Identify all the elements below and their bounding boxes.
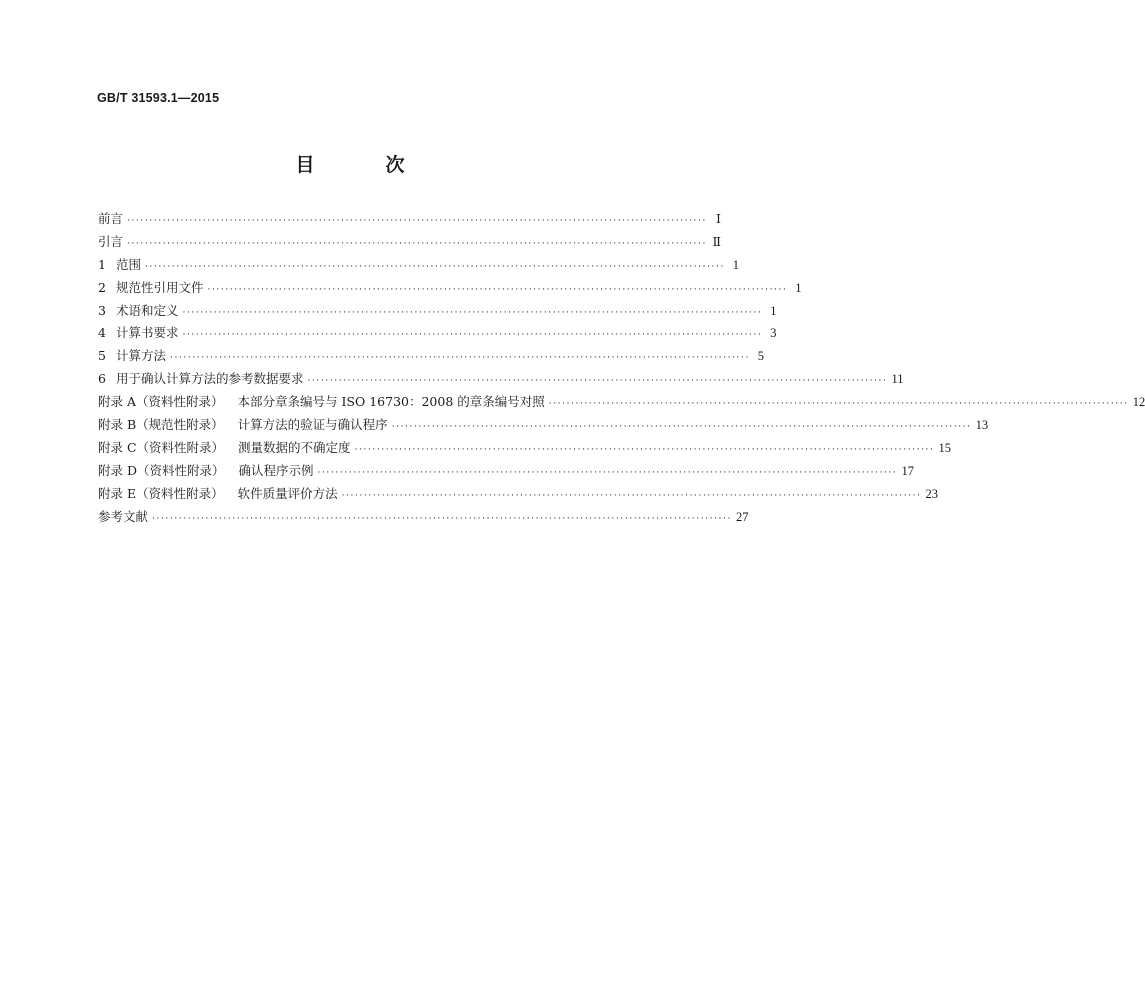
- toc-entry-annex-a[interactable]: [98, 391, 1145, 414]
- leader-dots: ··································································································································: [548, 399, 1129, 410]
- toc-entry-page: 17: [901, 463, 914, 478]
- toc-annex-prefix: 附录 D（资料性附录）: [98, 462, 225, 478]
- toc-entry-annex-b[interactable]: [98, 414, 989, 437]
- toc-entry-5[interactable]: [98, 345, 764, 368]
- toc-entry-label: 前言: [98, 211, 124, 226]
- leader-dots: ··································································································································: [127, 238, 707, 249]
- toc-entry-label: 计算方法: [116, 348, 167, 364]
- toc-entry-label: 用于确认计算方法的参考数据要求: [116, 371, 304, 387]
- toc-entry-page: 13: [975, 418, 989, 433]
- toc-entry-number: 5: [98, 348, 106, 364]
- toc-entry-page: 27: [735, 509, 749, 524]
- leader-dots: ··································································································································: [182, 307, 763, 318]
- toc-entry-4[interactable]: [98, 322, 777, 345]
- toc-entry-page: Ⅰ: [715, 212, 721, 226]
- toc-entry-label: 引言: [98, 233, 124, 249]
- toc-entry-annex-c[interactable]: [98, 437, 951, 460]
- toc-entry-3[interactable]: [98, 300, 777, 323]
- toc-entry-label: 计算方法的验证与确认程序: [237, 417, 388, 433]
- toc-entry-number: 6: [98, 371, 106, 387]
- toc-entry-annex-e[interactable]: [98, 483, 939, 506]
- toc-entry-2[interactable]: [98, 277, 802, 300]
- leader-dots: ··································································································································: [317, 467, 898, 478]
- toc-entry-label: 软件质量评价方法: [237, 485, 338, 501]
- toc-annex-prefix: 附录 B（规范性附录）: [98, 417, 224, 433]
- toc-entry-number: 1: [98, 256, 106, 272]
- toc-entry-page: 1: [770, 303, 777, 318]
- toc-entry-page: 5: [757, 349, 764, 364]
- toc-entry-number: 4: [98, 325, 106, 341]
- toc-annex-prefix: 附录 A（资料性附录）: [98, 394, 224, 410]
- toc-entry-label: 本部分章条编号与 ISO 16730：2008 的章条编号对照: [237, 394, 545, 410]
- toc-entry-label: 参考文献: [98, 508, 149, 524]
- toc-entry-page: 23: [925, 486, 939, 501]
- leader-dots: ··································································································································: [145, 261, 725, 272]
- toc-entry-introduction[interactable]: [98, 231, 721, 254]
- toc-entry-label: 确认程序示例: [238, 462, 314, 478]
- toc-annex-prefix: 附录 C（资料性附录）: [98, 439, 225, 455]
- toc-entry-6[interactable]: [98, 368, 904, 391]
- leader-dots: ··································································································································: [182, 330, 763, 341]
- leader-dots: ··································································································································: [152, 513, 732, 524]
- leader-dots: ··································································································································: [170, 353, 750, 364]
- standard-code: GB/T 31593.1—2015: [97, 91, 220, 105]
- toc-entry-label: 范围: [116, 256, 142, 272]
- toc-entry-page: 3: [770, 326, 777, 341]
- toc-entry-foreword[interactable]: [98, 208, 721, 231]
- leader-dots: ··································································································································: [354, 444, 935, 455]
- leader-dots: ··································································································································: [391, 422, 972, 433]
- toc-annex-prefix: 附录 E（资料性附录）: [98, 485, 224, 501]
- toc-entry-page: 1: [795, 280, 802, 295]
- toc-entry-page: 15: [938, 440, 951, 455]
- toc-entry-annex-d[interactable]: [98, 460, 914, 483]
- toc-entry-label: 计算书要求: [116, 325, 179, 341]
- page-title: 目 次: [295, 154, 431, 176]
- toc-entry-label: 术语和定义: [116, 302, 179, 318]
- table-of-contents: [98, 208, 1145, 528]
- toc-entry-page: 12: [1132, 395, 1145, 410]
- toc-entry-page: Ⅱ: [712, 234, 721, 249]
- leader-dots: ··································································································································: [341, 490, 922, 501]
- toc-entry-label: 规范性引用文件: [116, 279, 204, 295]
- toc-entry-label: 测量数据的不确定度: [238, 439, 351, 455]
- toc-entry-number: 3: [98, 302, 106, 318]
- leader-dots: ··································································································································: [207, 284, 788, 295]
- toc-entry-number: 2: [98, 279, 106, 295]
- leader-dots: ··································································································································: [307, 376, 888, 387]
- toc-entry-bibliography[interactable]: [98, 506, 749, 529]
- toc-entry-1[interactable]: [98, 254, 739, 277]
- leader-dots: ··································································································································: [127, 216, 707, 226]
- toc-entry-page: 1: [732, 257, 739, 272]
- toc-entry-page: 11: [891, 372, 904, 387]
